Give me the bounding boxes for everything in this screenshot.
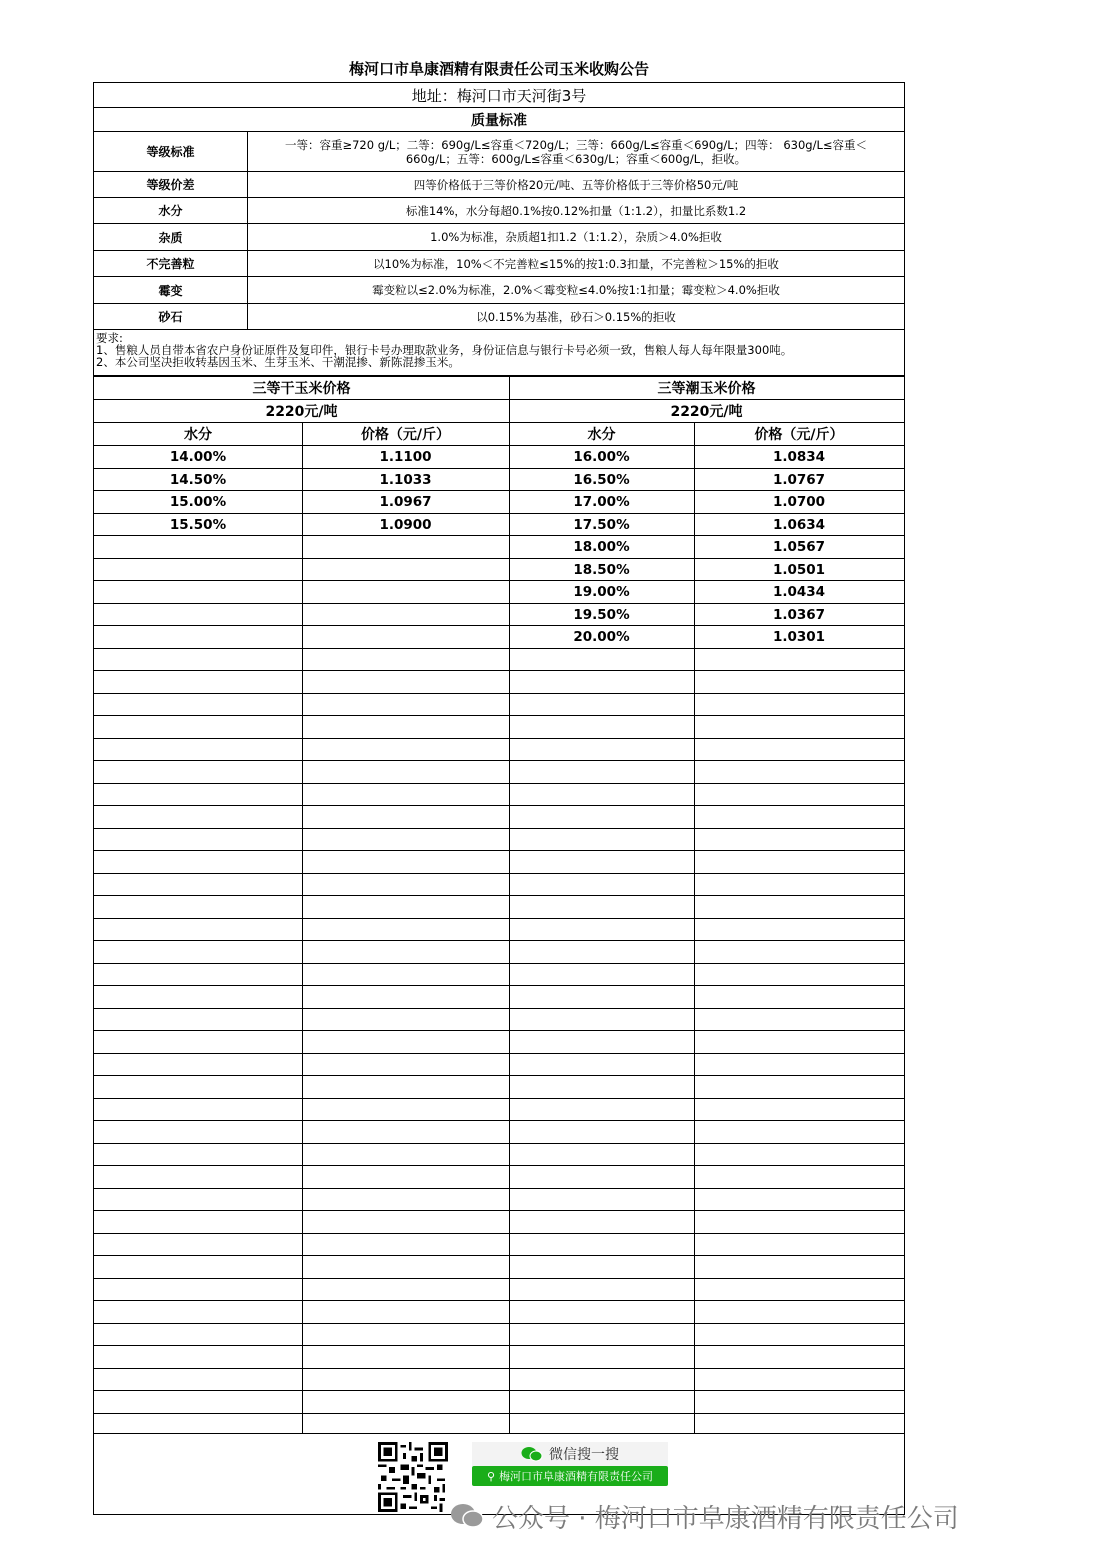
requirement-item: 2、本公司坚决拒收转基因玉米、生芽玉米、干潮混掺、新陈混掺玉米。 [96,355,460,369]
wechat-icon [521,1446,543,1462]
dry-price-cell: 1.1100 [379,448,432,465]
grid-line [94,850,904,851]
dry-moisture-cell: 14.00% [169,448,227,465]
wet-price-cell: 1.0700 [772,493,826,510]
grid-line [94,1278,904,1279]
grid-line [94,399,904,400]
requirements-heading: 要求: [96,331,123,345]
wet-corn-price: 2220元/吨 [670,403,743,420]
grid-line [94,828,904,829]
grid-line [94,1188,904,1189]
grid-line [94,1075,904,1076]
wet-price-cell: 1.0567 [772,538,826,555]
grid-line [94,918,904,919]
standard-text: 1.0%为标准，杂质超1扣1.2（1:1.2），杂质＞4.0%拒收 [430,230,722,244]
standard-text: 以0.15%为基准，砂石＞0.15%的拒收 [476,309,676,324]
wet-moisture-cell: 19.00% [573,583,630,600]
standard-row [94,277,904,304]
grid-line [94,1053,904,1054]
grid-line [94,1165,904,1166]
grid-line [94,805,904,806]
wechat-account-name: 梅河口市阜康酒精有限责任公司 [499,1470,654,1483]
grid-line [94,1143,904,1144]
dry-price-cell: 1.1033 [379,471,432,488]
wet-moisture-cell: 18.50% [573,561,630,578]
wet-moisture-cell: 18.00% [573,538,630,555]
grid-line [94,693,904,694]
quality-header-row [94,108,904,132]
grid-line [94,985,904,986]
grid-line [94,760,904,761]
grid-line [94,1098,904,1099]
standard-label: 等级价差 [94,172,248,197]
dry-price-cell: 1.0967 [379,493,432,510]
dry-price-header: 价格（元/斤） [360,426,451,443]
dry-moisture-cell: 15.50% [169,516,227,533]
standard-row [94,198,904,224]
grid-line [94,895,904,896]
grid-line [94,648,904,649]
wet-corn-title: 三等潮玉米价格 [657,380,756,397]
grid-line [94,738,904,739]
wet-moisture-cell: 17.00% [573,493,630,510]
grid-line [94,940,904,941]
standard-label: 砂石 [94,304,248,329]
wechat-account-search[interactable] [472,1466,668,1486]
wechat-icon [450,1502,484,1530]
wet-price-cell: 1.0367 [772,606,826,623]
grid-line [94,422,904,423]
watermark-text: 公众号 · 梅河口市阜康酒精有限责任公司 [492,1503,959,1534]
wet-moisture-cell: 20.00% [573,628,630,645]
wet-price-cell: 1.0301 [772,628,826,645]
standard-row [94,224,904,251]
dry-moisture-cell: 14.50% [169,471,227,488]
grid-line [94,1255,904,1256]
grid-line [94,1120,904,1121]
grid-line [302,422,303,1434]
standard-row [94,304,904,330]
standard-text: 霉变粒以≤2.0%为标准，2.0%＜霉变粒≤4.0%按1:1扣量；霉变粒＞4.0%拒收 [372,283,780,297]
quality-header: 质量标准 [471,112,527,129]
grid-line [94,715,904,716]
grid-line [94,1030,904,1031]
standard-row [94,172,904,198]
wet-moisture-header: 水分 [587,426,616,443]
price-grid [94,376,904,1434]
grid-line [94,1323,904,1324]
grid-line [94,1210,904,1211]
dry-moisture-header: 水分 [184,426,212,443]
wet-price-header: 价格（元/斤） [754,426,844,443]
standard-label: 水分 [94,198,248,223]
grid-line [94,1390,904,1391]
requirement-item: 1、售粮人员自带本省农户身份证原件及复印件，银行卡号办理取款业务，身份证信息与银行卡号必须一致，售粮人每人每年限量300吨。 [96,343,793,357]
wet-moisture-cell: 16.00% [573,448,630,465]
standard-row [94,132,904,172]
search-icon: ⚲ [486,1469,496,1483]
qr-code[interactable] [377,1442,449,1512]
standard-text: 一等：容重≥720 g/L；二等：690g/L≤容重＜720g/L；三等：660g/L≤容重＜690g/L；四等： 630g/L≤容重＜660g/L；五等：600g/L≤容重＜630g/L；容重＜600g/L，拒收。 [284,137,868,166]
standard-label: 杂质 [94,224,248,250]
page-title: 梅河口市阜康酒精有限责任公司玉米收购公告 [348,60,649,78]
grid-line [94,1413,904,1414]
dry-corn-title: 三等干玉米价格 [252,380,351,397]
wechat-search-label: 微信搜一搜 [549,1447,619,1463]
grid-line [94,873,904,874]
standard-label: 等级标准 [94,132,248,171]
wet-price-cell: 1.0634 [772,516,826,533]
dry-moisture-cell: 15.00% [169,493,227,510]
standard-label: 霉变 [94,277,248,303]
wet-price-cell: 1.0434 [772,583,826,600]
wet-moisture-cell: 16.50% [573,471,630,488]
standard-text: 以10%为标准，10%＜不完善粒≤15%的按1:0.3扣量，不完善粒＞15%的拒收 [373,256,779,271]
grid-line [94,1233,904,1234]
standard-label: 不完善粒 [94,251,248,276]
requirements [94,330,904,376]
notice-table [93,82,905,1515]
wet-moisture-cell: 17.50% [573,516,630,533]
wet-moisture-cell: 19.50% [573,606,630,623]
wet-price-cell: 1.0767 [772,471,826,488]
dry-price-cell: 1.0900 [379,516,432,533]
wet-price-cell: 1.0834 [772,448,826,465]
address: 地址：梅河口市天河街3号 [411,86,587,105]
grid-line [94,1368,904,1369]
wet-price-cell: 1.0501 [772,561,826,578]
standard-text: 四等价格低于三等价格20元/吨、五等价格低于三等价格50元/吨 [413,177,739,192]
dry-corn-price: 2220元/吨 [265,403,338,420]
grid-line [94,783,904,784]
grid-line [94,1300,904,1301]
grid-line [94,963,904,964]
grid-line [94,376,904,377]
address-row [94,83,904,108]
wechat-search-header [472,1442,668,1466]
wechat-search-card[interactable] [472,1442,668,1490]
standard-text: 标准14%，水分每超0.1%按0.12%扣量（1:1.2），扣量比系数1.2 [405,203,747,218]
grid-line [94,1345,904,1346]
grid-line [94,1008,904,1009]
watermark [450,1496,1070,1536]
standard-row [94,251,904,277]
grid-line [94,670,904,671]
